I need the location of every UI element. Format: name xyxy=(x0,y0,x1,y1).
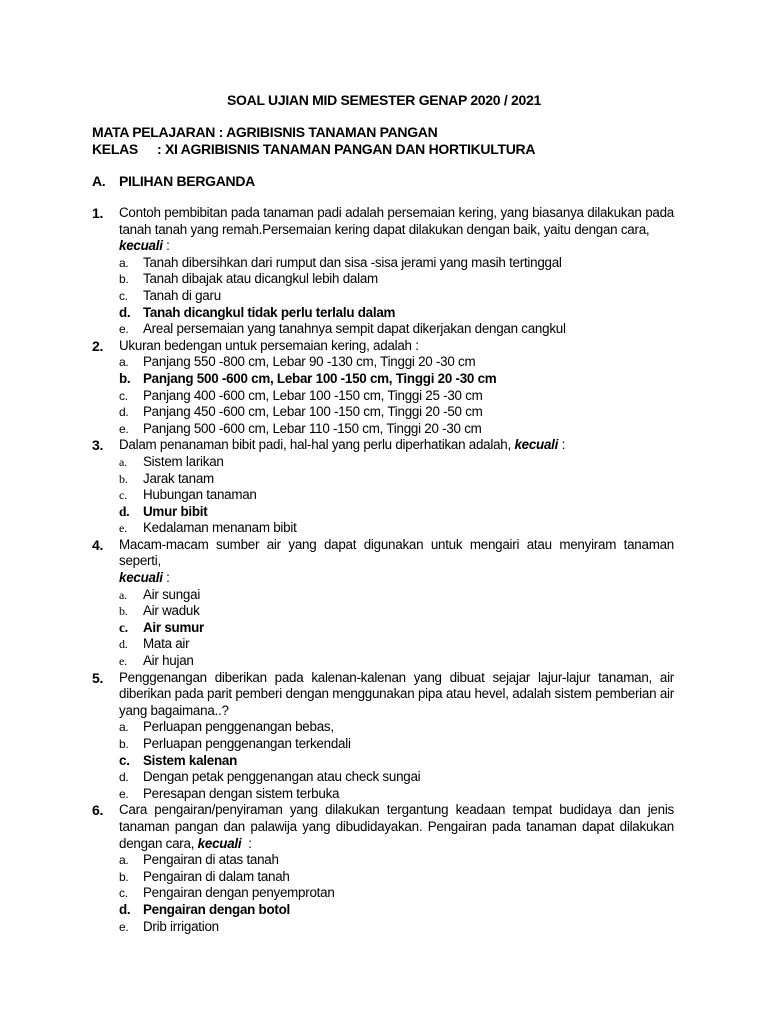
option-item xyxy=(119,636,674,653)
option-list xyxy=(119,255,674,338)
question-body: Ukuran bedengan untuk persemaian kering, adalah : xyxy=(119,337,419,353)
option-text: Kedalaman menanam bibit xyxy=(143,520,297,536)
option-letter: d. xyxy=(119,503,130,519)
option-letter: b. xyxy=(119,370,131,386)
option-letter: c. xyxy=(119,288,128,303)
option-letter: a. xyxy=(119,454,127,469)
option-text: Panjang 400 -600 cm, Lebar 100 -150 cm, Tinggi 25 -30 cm xyxy=(143,387,483,403)
option-item xyxy=(119,487,674,504)
question-text xyxy=(119,670,674,720)
option-list xyxy=(119,719,674,802)
question-number: 3. xyxy=(92,437,104,454)
option-item-correct xyxy=(119,371,674,388)
option-text: Panjang 500 -600 cm, Lebar 110 -150 cm, Tinggi 20 -30 cm xyxy=(143,420,482,436)
option-letter: b. xyxy=(119,737,129,751)
question-item xyxy=(92,537,674,670)
option-letter: d. xyxy=(119,770,129,785)
question-body: Dalam penanaman bibit padi, hal-hal yang perlu diperhatikan adalah, xyxy=(119,437,511,453)
option-item xyxy=(119,736,674,753)
question-item xyxy=(92,437,674,537)
question-text xyxy=(119,537,674,587)
question-body: Cara pengairan/penyiraman yang dilakukan tergantung keadaan tempat budidaya dan jenis tanaman pangan dan palawija yang dibudidayakan. Pengairan pada tanaman dapat dilakukan dengan cara, xyxy=(119,802,674,851)
option-item xyxy=(119,769,674,786)
option-letter: d. xyxy=(119,405,129,420)
option-text: Perluapan penggenangan bebas, xyxy=(143,719,334,735)
option-text: Panjang 550 -800 cm, Lebar 90 -130 cm, Tinggi 20 -30 cm xyxy=(143,354,476,370)
option-text: Tanah dibersihkan dari rumput dan sisa -sisa jerami yang masih tertinggal xyxy=(143,254,562,270)
option-text: Umur bibit xyxy=(143,503,208,519)
option-text: Pengairan dengan penyemprotan xyxy=(143,885,335,901)
option-letter: a. xyxy=(119,355,129,370)
option-text: Tanah di garu xyxy=(143,287,221,303)
option-letter: e. xyxy=(119,322,129,337)
option-letter: e. xyxy=(119,786,129,801)
option-item xyxy=(119,869,674,886)
option-letter: a. xyxy=(119,587,127,602)
option-letter: b. xyxy=(119,604,128,619)
option-text: Pengairan di dalam tanah xyxy=(143,868,290,884)
option-text: Pengairan dengan botol xyxy=(143,901,291,917)
option-letter: c. xyxy=(119,752,130,768)
option-item-correct xyxy=(119,902,674,919)
option-letter: e. xyxy=(119,654,127,669)
question-text xyxy=(119,802,674,852)
option-letter: e. xyxy=(119,919,129,934)
option-item xyxy=(119,885,674,902)
option-item xyxy=(119,603,674,620)
option-letter: b. xyxy=(119,869,129,884)
option-letter: d. xyxy=(119,637,128,652)
question-emphasis: kecuali xyxy=(197,835,242,851)
option-text: Mata air xyxy=(143,636,190,652)
question-item xyxy=(92,802,674,935)
option-item xyxy=(119,288,674,305)
option-item xyxy=(119,719,674,736)
question-emphasis: kecuali xyxy=(119,238,163,254)
option-text: Air sungai xyxy=(143,586,201,602)
option-list xyxy=(119,354,674,437)
question-body: Contoh pembibitan pada tanaman padi adalah persemaian kering, yang biasanya dilakukan pada tanah tanah yang remah.Persemaian kering dapat dilakukan dengan baik, yaitu dengan cara, xyxy=(119,205,674,237)
option-letter: c. xyxy=(119,619,128,635)
option-letter: a. xyxy=(119,720,129,735)
option-letter: b. xyxy=(119,272,129,287)
question-item xyxy=(92,670,674,803)
option-item xyxy=(119,404,674,421)
section-title: PILIHAN BERGANDA xyxy=(119,173,255,189)
option-item xyxy=(119,587,674,604)
question-item xyxy=(92,338,674,438)
question-emphasis: kecuali xyxy=(119,570,163,586)
option-letter: c. xyxy=(119,388,128,403)
option-item xyxy=(119,471,674,488)
option-item xyxy=(119,852,674,869)
class-line xyxy=(92,141,535,157)
option-text: Sistem kalenan xyxy=(143,752,238,768)
question-suffix: : xyxy=(162,570,170,586)
option-letter: e. xyxy=(119,521,127,536)
option-letter: b. xyxy=(119,471,128,486)
option-letter: a. xyxy=(119,853,129,868)
option-list xyxy=(119,587,674,670)
option-letter: e. xyxy=(119,421,129,436)
option-letter: d. xyxy=(119,304,131,320)
option-item-correct xyxy=(119,305,674,322)
option-text: Air sumur xyxy=(143,619,204,635)
option-text: Air hujan xyxy=(143,653,194,669)
option-item-correct xyxy=(119,753,674,770)
option-item xyxy=(119,321,674,338)
option-item xyxy=(119,421,674,438)
option-list xyxy=(119,454,674,537)
question-body: Macam-macam sumber air yang dapat digunakan untuk mengairi atau menyiram tanaman seperti, xyxy=(119,536,674,569)
option-text: Jarak tanam xyxy=(143,470,214,486)
question-suffix: : xyxy=(558,437,566,453)
option-letter: c. xyxy=(119,488,127,503)
question-emphasis: kecuali xyxy=(514,437,559,453)
option-item xyxy=(119,454,674,471)
question-number: 6. xyxy=(92,802,104,819)
section-letter: A. xyxy=(92,173,106,189)
question-list xyxy=(92,205,674,935)
question-text xyxy=(119,437,674,454)
option-item xyxy=(119,653,674,670)
option-item xyxy=(119,388,674,405)
option-letter: a. xyxy=(119,255,129,270)
option-item-correct xyxy=(119,620,674,637)
question-number: 4. xyxy=(92,536,104,553)
option-text: Hubungan tanaman xyxy=(143,487,257,503)
section-heading xyxy=(92,173,255,189)
question-number: 5. xyxy=(92,669,104,686)
option-item xyxy=(119,255,674,272)
option-item xyxy=(119,786,674,803)
question-text xyxy=(119,338,674,355)
class-label: KELAS xyxy=(92,141,138,157)
option-list xyxy=(119,852,674,935)
option-item-correct xyxy=(119,504,674,521)
option-item xyxy=(119,919,674,936)
option-text: Areal persemaian yang tanahnya sempit dapat dikerjakan dengan cangkul xyxy=(143,321,566,337)
option-item xyxy=(119,354,674,371)
option-text: Peresapan dengan sistem terbuka xyxy=(143,785,340,801)
option-text: Panjang 450 -600 cm, Lebar 100 -150 cm, Tinggi 20 -50 cm xyxy=(143,404,483,420)
option-text: Dengan petak penggenangan atau check sungai xyxy=(143,769,421,785)
question-suffix: : xyxy=(162,238,170,254)
question-body: Penggenangan diberikan pada kalenan-kalenan yang dibuat sejajar lajur-lajur tanaman, air diberikan pada parit pemberi dengan menggunakan pipa atau hevel, adalah sistem pemberian air yang bagaimana..? xyxy=(119,669,674,718)
option-text: Sistem larikan xyxy=(143,453,224,469)
page-title: SOAL UJIAN MID SEMESTER GENAP 2020 / 2021 xyxy=(227,92,541,108)
question-item xyxy=(92,205,674,338)
option-text: Air waduk xyxy=(143,603,200,619)
option-text: Panjang 500 -600 cm, Lebar 100 -150 cm, Tinggi 20 -30 cm xyxy=(143,370,497,386)
subject-line: MATA PELAJARAN : AGRIBISNIS TANAMAN PANGAN xyxy=(92,124,438,140)
option-text: Drib irrigation xyxy=(143,918,219,934)
option-letter: c. xyxy=(119,886,128,901)
class-value: : XI AGRIBISNIS TANAMAN PANGAN DAN HORTIKULTURA xyxy=(157,141,536,157)
question-text xyxy=(119,205,674,255)
option-item xyxy=(119,271,674,288)
question-suffix: : xyxy=(241,835,252,851)
option-text: Tanah dicangkul tidak perlu terlalu dalam xyxy=(143,304,396,320)
option-text: Tanah dibajak atau dicangkul lebih dalam xyxy=(143,271,378,287)
option-text: Perluapan penggenangan terkendali xyxy=(143,736,351,751)
option-letter: d. xyxy=(119,901,131,917)
question-number: 1. xyxy=(92,205,104,221)
question-number: 2. xyxy=(92,337,104,354)
option-text: Pengairan di atas tanah xyxy=(143,852,279,868)
option-item xyxy=(119,520,674,537)
